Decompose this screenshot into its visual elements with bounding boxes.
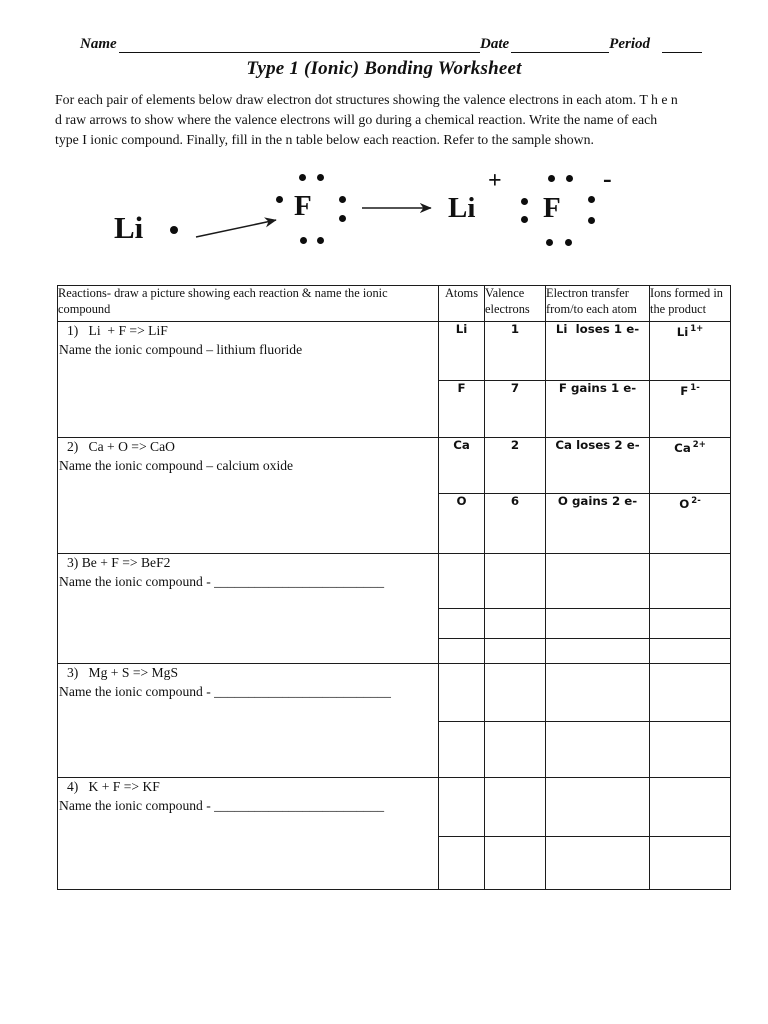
ion-charge: 1-	[690, 383, 700, 393]
ion-cell	[650, 494, 731, 554]
ion-charge: 2+	[692, 440, 706, 450]
reaction-equation: 1) Li + F => LiF	[67, 323, 168, 338]
name-blank-line	[119, 37, 480, 53]
valence-cell: 6	[485, 494, 546, 554]
valence-cell-empty	[485, 722, 546, 778]
valence-cell-empty	[485, 837, 546, 890]
ion-symbol: Ca	[674, 440, 691, 455]
ion-symbol: Li	[676, 324, 689, 339]
atom-cell-empty	[439, 722, 485, 778]
atom-cell: Ca	[439, 438, 485, 494]
electron-dot	[588, 217, 595, 224]
electron-dot	[521, 198, 528, 205]
electron-dot	[276, 196, 283, 203]
col-header-ions: Ions formed in the product	[650, 286, 731, 322]
valence-cell: 2	[485, 438, 546, 494]
transfer-cell-empty	[546, 609, 650, 639]
col-header-valence: Valence electrons	[485, 286, 546, 322]
ion-cell-empty	[650, 664, 731, 722]
col-header-reactions: Reactions- draw a picture showing each reaction & name the ionic compound	[58, 286, 439, 322]
table-row	[58, 322, 731, 381]
ion-symbol: F	[680, 383, 689, 398]
electron-dot	[548, 175, 555, 182]
electron-dot	[339, 215, 346, 222]
atom-cell-empty	[439, 664, 485, 722]
transfer-cell-empty	[546, 778, 650, 837]
atom-cell: F	[439, 381, 485, 438]
plus-charge: +	[488, 168, 502, 194]
product-li-symbol: Li	[448, 192, 476, 224]
ion-cell-empty	[650, 609, 731, 639]
compound-name-line: Name the ionic compound - _________________________	[59, 798, 385, 813]
electron-dot	[300, 237, 307, 244]
instruction-line-2: d raw arrows to show where the valence electrons will go during a chemical reaction. Write the name of each	[55, 112, 658, 127]
col-header-atoms: Atoms	[439, 286, 485, 322]
reaction-cell-3	[58, 554, 439, 664]
valence-cell-empty	[485, 778, 546, 837]
product-f-symbol: F	[543, 192, 561, 224]
ion-cell	[650, 438, 731, 494]
ion-cell-empty	[650, 837, 731, 890]
atom-cell: O	[439, 494, 485, 554]
ion-charge: 2-	[691, 496, 701, 506]
transfer-cell: O gains 2 e-	[546, 494, 650, 554]
compound-name-line: Name the ionic compound – lithium fluoride	[59, 342, 303, 357]
ion-cell-empty	[650, 722, 731, 778]
ion-cell	[650, 381, 731, 438]
electron-transfer-arrow	[196, 220, 276, 237]
transfer-cell: Ca loses 2 e-	[546, 438, 650, 494]
electron-dot	[299, 174, 306, 181]
ion-cell-empty	[650, 639, 731, 664]
valence-cell-empty	[485, 639, 546, 664]
valence-cell-empty	[485, 554, 546, 609]
reaction-equation: 2) Ca + O => CaO	[67, 439, 175, 454]
reactant-li-symbol: Li	[114, 210, 144, 245]
table-row	[58, 438, 731, 494]
transfer-cell-empty	[546, 722, 650, 778]
period-label: Period	[609, 36, 650, 52]
table-row	[58, 778, 731, 837]
ion-cell	[650, 322, 731, 381]
transfer-cell-empty	[546, 664, 650, 722]
transfer-cell-empty	[546, 837, 650, 890]
transfer-cell: F gains 1 e-	[546, 381, 650, 438]
electron-dot	[566, 175, 573, 182]
reactant-f-symbol: F	[294, 190, 312, 222]
valence-cell-empty	[485, 609, 546, 639]
table-header-row	[58, 286, 731, 322]
electron-dot	[339, 196, 346, 203]
table-row	[58, 664, 731, 722]
minus-charge: -	[603, 164, 612, 193]
ion-cell-empty	[650, 554, 731, 609]
reaction-cell-5	[58, 778, 439, 890]
atom-cell-empty	[439, 837, 485, 890]
electron-dot	[317, 174, 324, 181]
name-label: Name	[80, 36, 117, 52]
electron-dot	[546, 239, 553, 246]
atom-cell: Li	[439, 322, 485, 381]
electron-dot	[317, 237, 324, 244]
compound-name-line: Name the ionic compound - __________________________	[59, 684, 391, 699]
reaction-equation: 3) Mg + S => MgS	[67, 665, 179, 680]
transfer-cell: Li loses 1 e-	[546, 322, 650, 381]
reaction-cell-1	[58, 322, 439, 438]
date-label: Date	[480, 36, 510, 52]
reactions-table	[57, 285, 731, 890]
date-blank-line	[511, 37, 609, 53]
ion-charge: 1+	[690, 324, 704, 334]
reaction-equation: 3) Be + F => BeF2	[67, 555, 171, 570]
electron-dot	[565, 239, 572, 246]
atom-cell-empty	[439, 554, 485, 609]
reaction-cell-4	[58, 664, 439, 778]
li-valence-electron-dot	[170, 226, 178, 234]
atom-cell-empty	[439, 609, 485, 639]
reaction-equation: 4) K + F => KF	[67, 779, 160, 794]
electron-dot	[521, 216, 528, 223]
instructions-paragraph	[55, 90, 755, 150]
period-blank-line	[662, 37, 702, 53]
electron-dot	[588, 196, 595, 203]
sample-reaction-diagram	[100, 163, 640, 275]
valence-cell: 7	[485, 381, 546, 438]
compound-name-line: Name the ionic compound – calcium oxide	[59, 458, 294, 473]
transfer-cell-empty	[546, 639, 650, 664]
valence-cell: 1	[485, 322, 546, 381]
atom-cell-empty	[439, 639, 485, 664]
col-header-transfer: Electron transfer from/to each atom	[546, 286, 650, 322]
valence-cell-empty	[485, 664, 546, 722]
reaction-cell-2	[58, 438, 439, 554]
instruction-line-1: For each pair of elements below draw electron dot structures showing the valence electrons in each atom. T h e n	[55, 92, 678, 107]
transfer-cell-empty	[546, 554, 650, 609]
instruction-line-3: type I ionic compound. Finally, fill in the n table below each reaction. Refer to the sample shown.	[55, 132, 594, 147]
ion-cell-empty	[650, 778, 731, 837]
atom-cell-empty	[439, 778, 485, 837]
compound-name-line: Name the ionic compound - _________________________	[59, 574, 385, 589]
ion-symbol: O	[679, 496, 690, 511]
table-row	[58, 554, 731, 609]
worksheet-title: Type 1 (Ionic) Bonding Worksheet	[246, 58, 522, 79]
worksheet-header	[80, 33, 702, 53]
